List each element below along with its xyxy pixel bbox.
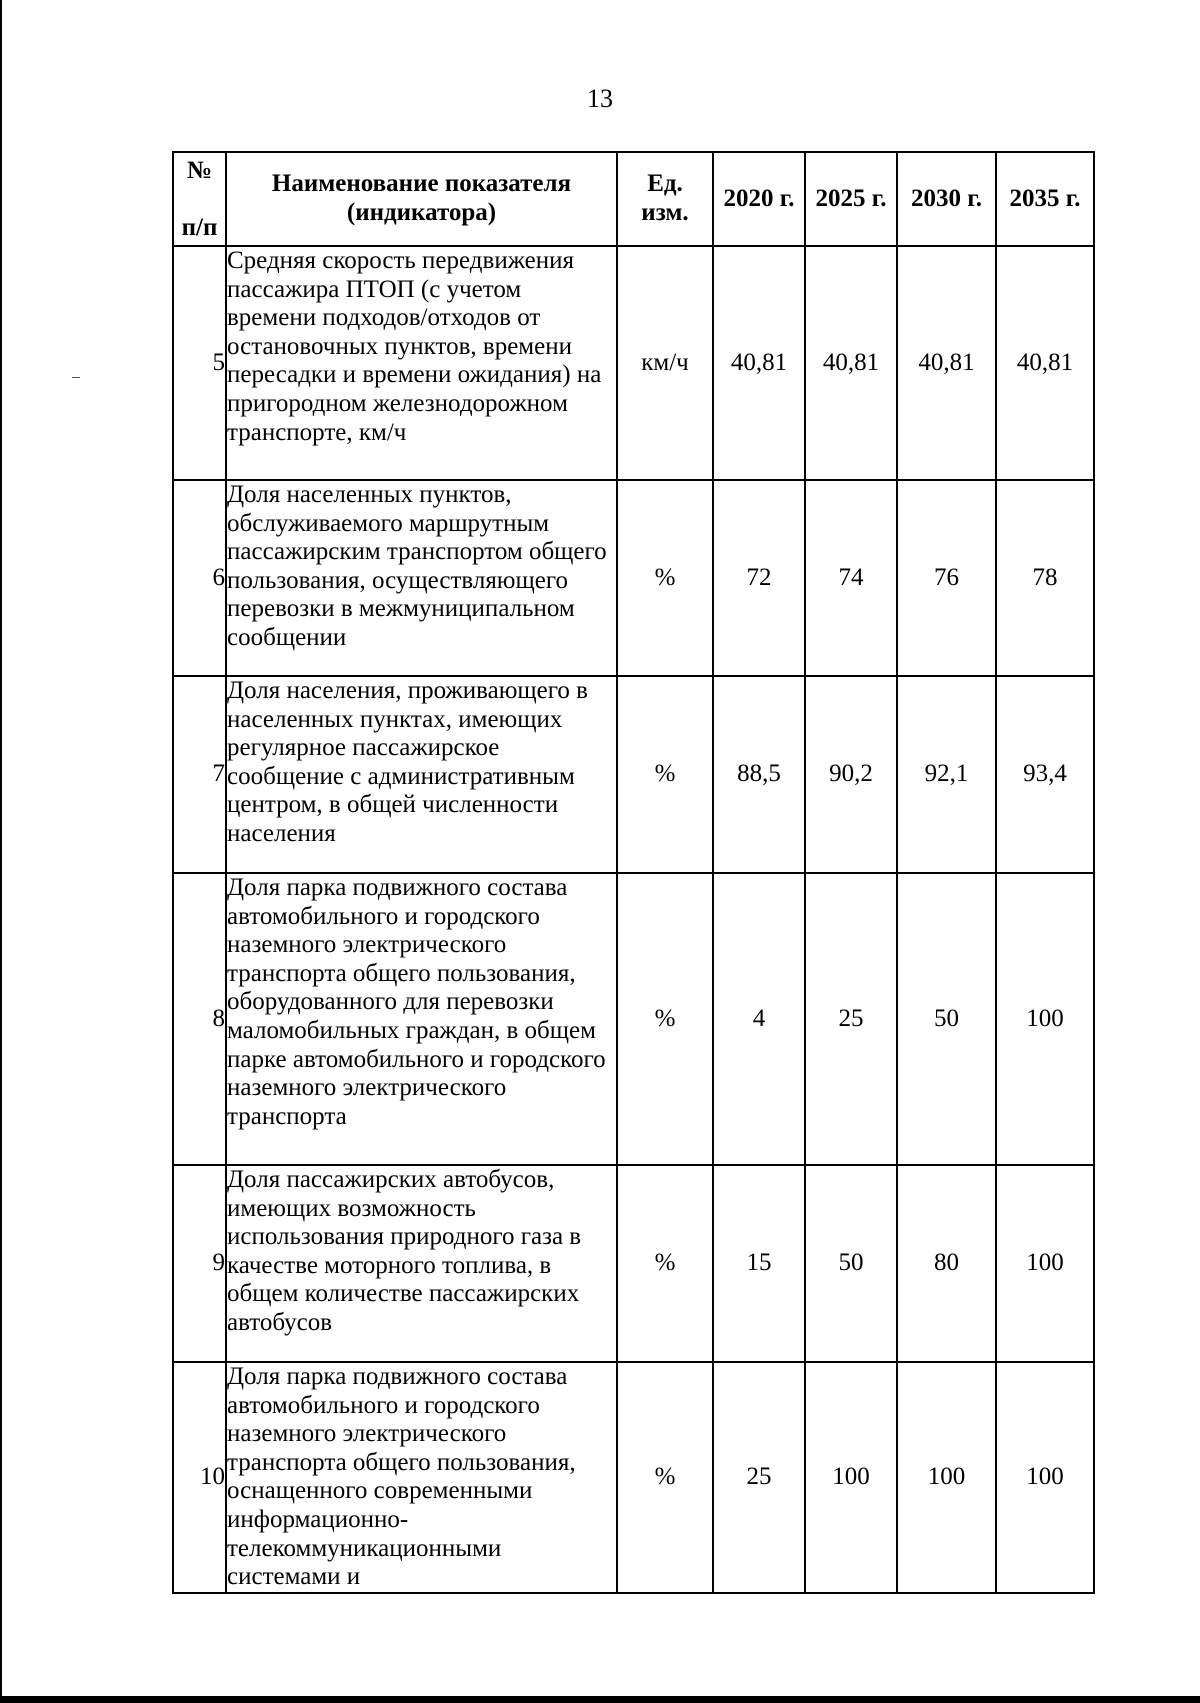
header-unit: Ед. изм.	[617, 152, 713, 246]
row-indicator-name: Доля парка подвижного состава автомобильного и городского наземного электрического транспорта общего пользования, оснащенного современными информационно-телекоммуникационными системами и	[226, 1362, 617, 1593]
row-value-2035: 40,81	[996, 246, 1094, 480]
row-value-2025: 90,2	[805, 676, 897, 873]
row-indicator-name: Доля населения, проживающего в населенных пунктах, имеющих регулярное пассажирское сообщение с административным центром, в общей численности населения	[226, 676, 617, 873]
row-unit: %	[617, 676, 713, 873]
table-row	[173, 246, 1094, 480]
row-value-2030: 100	[897, 1362, 996, 1593]
row-unit: км/ч	[617, 246, 713, 480]
row-unit: %	[617, 1362, 713, 1593]
row-value-2020: 25	[713, 1362, 805, 1593]
scan-mark	[72, 377, 80, 378]
row-value-2020: 15	[713, 1165, 805, 1362]
header-number-sub: п/п	[181, 214, 218, 242]
table-row	[173, 676, 1094, 873]
row-value-2030: 76	[897, 480, 996, 676]
row-number: 6	[173, 480, 226, 676]
row-value-2025: 25	[805, 873, 897, 1165]
header-2020: 2020 г.	[713, 152, 805, 246]
header-row	[173, 152, 1094, 246]
row-value-2025: 50	[805, 1165, 897, 1362]
indicators-table	[172, 151, 1095, 1594]
header-number	[173, 152, 226, 246]
row-value-2035: 78	[996, 480, 1094, 676]
row-unit: %	[617, 1165, 713, 1362]
row-indicator-name: Доля населенных пунктов, обслуживаемого маршрутным пассажирским транспортом общего пользования, осуществляющего перевозки в межмуниципальном сообщении	[226, 480, 617, 676]
row-value-2020: 88,5	[713, 676, 805, 873]
row-value-2035: 100	[996, 873, 1094, 1165]
row-value-2035: 100	[996, 1362, 1094, 1593]
scan-left-edge	[0, 0, 2, 1703]
row-value-2025: 74	[805, 480, 897, 676]
header-2030: 2030 г.	[897, 152, 996, 246]
row-unit: %	[617, 480, 713, 676]
row-value-2025: 40,81	[805, 246, 897, 480]
header-name: Наименование показателя (индикатора)	[226, 152, 617, 246]
row-value-2025: 100	[805, 1362, 897, 1593]
row-indicator-name: Средняя скорость передвижения пассажира ПТОП (с учетом времени подходов/отходов от остановочных пунктов, времени пересадки и времени ожидания) на пригородном железнодорожном транспорте, км/ч	[226, 246, 617, 480]
row-value-2035: 100	[996, 1165, 1094, 1362]
row-indicator-name: Доля парка подвижного состава автомобильного и городского наземного электрического транспорта общего пользования, оборудованного для перевозки маломобильных граждан, в общем парке автомобильного и городского наземного электрического транспорта	[226, 873, 617, 1165]
table-row	[173, 873, 1094, 1165]
header-2035: 2035 г.	[996, 152, 1094, 246]
row-number: 8	[173, 873, 226, 1165]
header-2025: 2025 г.	[805, 152, 897, 246]
table-row	[173, 1362, 1094, 1593]
row-value-2020: 40,81	[713, 246, 805, 480]
row-value-2035: 93,4	[996, 676, 1094, 873]
row-value-2020: 72	[713, 480, 805, 676]
row-value-2020: 4	[713, 873, 805, 1165]
table-row	[173, 1165, 1094, 1362]
row-indicator-name: Доля пассажирских автобусов, имеющих возможность использования природного газа в качестве моторного топлива, в общем количестве пассажирских автобусов	[226, 1165, 617, 1362]
table-row	[173, 480, 1094, 676]
row-number: 7	[173, 676, 226, 873]
header-number-symbol: №	[186, 157, 213, 184]
row-number: 9	[173, 1165, 226, 1362]
page-number: 13	[587, 84, 613, 113]
row-value-2030: 50	[897, 873, 996, 1165]
row-number: 5	[173, 246, 226, 480]
row-number: 10	[173, 1362, 226, 1593]
row-value-2030: 92,1	[897, 676, 996, 873]
scan-bottom-edge	[0, 1696, 1200, 1703]
row-value-2030: 80	[897, 1165, 996, 1362]
row-unit: %	[617, 873, 713, 1165]
row-value-2030: 40,81	[897, 246, 996, 480]
